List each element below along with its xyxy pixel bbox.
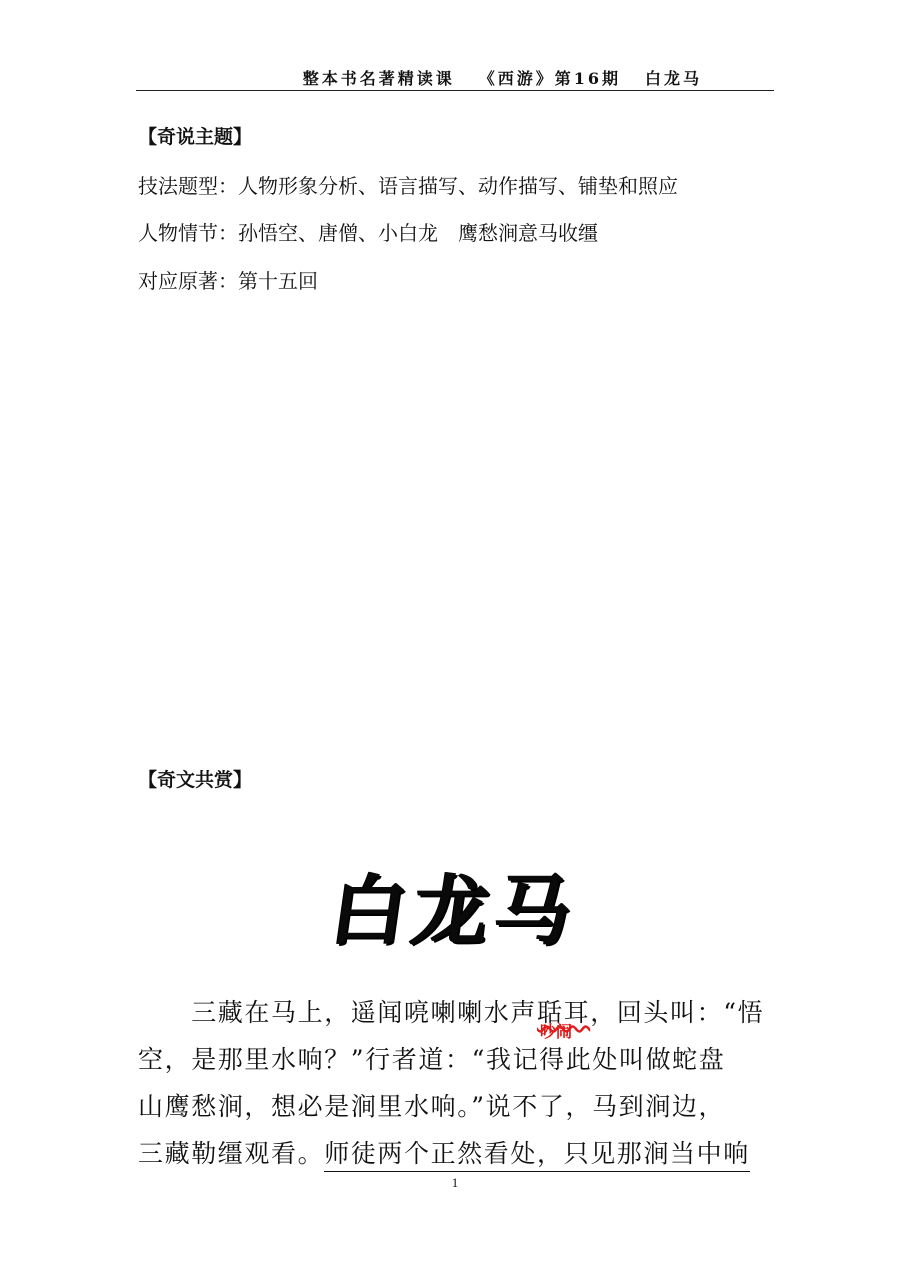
technique-value: 人物形象分析、语言描写、动作描写、铺垫和照应 <box>238 174 678 198</box>
chapter-label: 对应原著： <box>138 269 238 293</box>
marked-word: 聒耳 <box>537 998 591 1027</box>
passage-line-3: 山鹰愁涧，想必是涧里水响。”说不了，马到涧边， <box>138 1092 726 1121</box>
chapter-value: 第十五回 <box>238 269 318 293</box>
page-header <box>136 62 774 91</box>
passage-line-4 <box>138 1134 774 1170</box>
header-issue: 《西游》第16期 <box>478 69 621 88</box>
characters-line <box>138 217 598 246</box>
technique-label: 技法题型： <box>138 174 238 198</box>
passage-line-2: 空，是那里水响？”行者道：“我记得此处叫做蛇盘 <box>138 1045 726 1074</box>
header-text <box>303 66 702 89</box>
passage-line-1-end: ，回头叫：“悟 <box>590 998 765 1027</box>
underlined-sentence: 师徒两个正然看处，只见那涧当中响 <box>324 1139 750 1172</box>
word-annotation: 吵闹 <box>540 1022 573 1041</box>
page-number: 1 <box>451 1175 459 1190</box>
chapter-line <box>138 265 318 294</box>
characters-value: 孙悟空、唐僧、小白龙 鹰愁涧意马收缰 <box>238 221 598 245</box>
header-topic: 白龙马 <box>644 69 702 88</box>
passage-line-4-start: 三藏勒缰观看。 <box>138 1139 325 1168</box>
theme-section-title: 【奇说主题】 <box>138 126 253 148</box>
passage-line-1 <box>138 993 774 1029</box>
header-series: 整本书名著精读课 <box>302 69 455 88</box>
passage-line-1-start: 三藏在马上，遥闻喨喇喇水声 <box>138 998 538 1027</box>
characters-label: 人物情节： <box>138 221 238 245</box>
technique-line <box>138 170 678 199</box>
appreciation-section-title: 【奇文共赏】 <box>138 769 253 791</box>
calligraphy-title: 白龙马 <box>324 866 584 955</box>
